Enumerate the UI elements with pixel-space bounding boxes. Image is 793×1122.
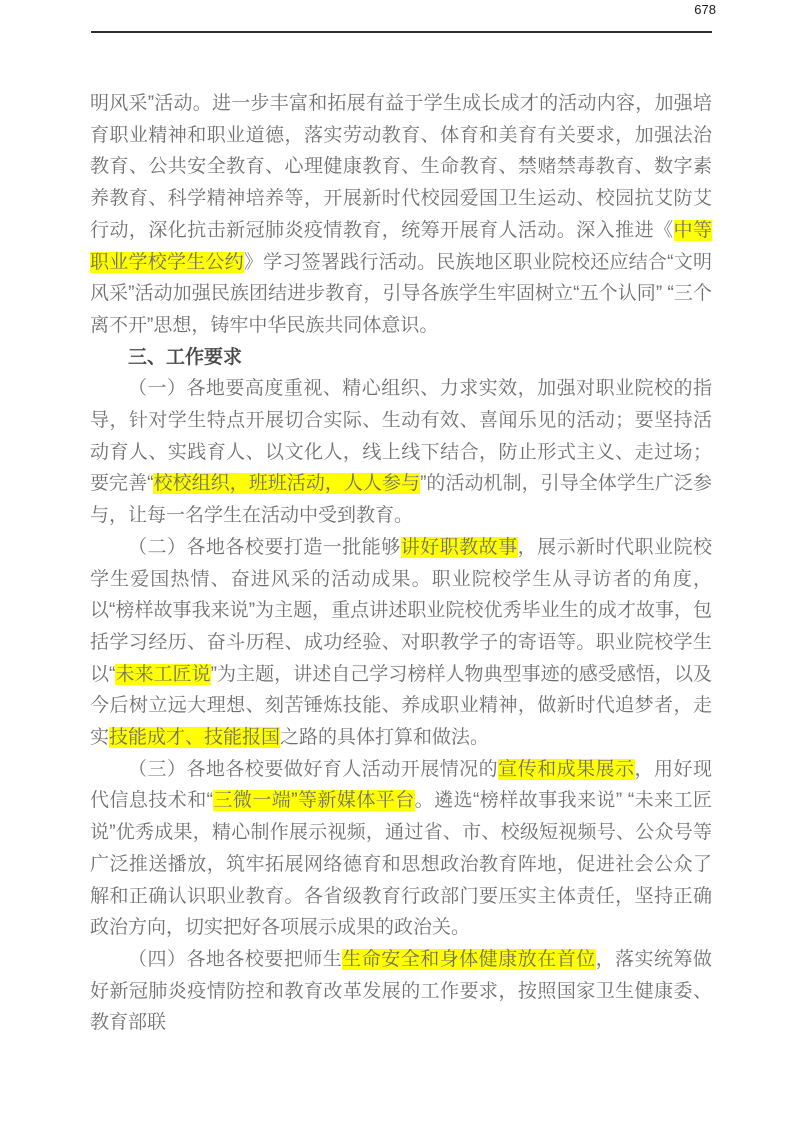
paragraph-item-4	[90, 944, 712, 1039]
page-number: 678	[694, 2, 716, 17]
text-segment: （四）各地各校要把师生	[128, 948, 343, 970]
text-segment: ”的活动机制，引导全体学生广泛参与，让每一名学生在活动中受到教育。	[90, 473, 712, 527]
highlight-segment: 讲好职教故事	[400, 536, 518, 558]
highlight-segment: 技能成才、技能报国	[109, 727, 281, 749]
text-segment: ，落实统筹做好新冠肺炎疫情防控和教育改革发展的工作要求，按照国家卫生健康委、教育部联	[90, 948, 712, 1034]
highlight-segment: 宣传和成果展示	[498, 758, 635, 780]
text-segment: 。遴选“榜样故事我来说” “未来工匠说”优秀成果，精心制作展示视频，通过省、市、校级短视频号、公众号等广泛推送播放，筑牢拓展网络德育和思想政治教育阵地，促进社会公众了解和正确认识职业教育。各省级教育行政部门要压实主体责任，坚持正确政治方向，切实把好各项展示成果的政治关。	[90, 790, 713, 939]
text-segment: ，用好现代信息技术和“	[90, 758, 712, 812]
highlight-segment: 三微一端”等新媒体平台	[213, 790, 415, 812]
highlight-segment: 中等职业学校学生公约	[90, 219, 712, 273]
highlight-segment: 生命安全和身体健康放在首位	[342, 948, 596, 970]
text-segment: ，展示新时代职业院校学生爱国热情、奋进风采的活动成果。职业院校学生从寻访者的角度，以“榜样故事我来说”为主题，重点讲述职业院校优秀毕业生的成才故事，包括学习经历、奋斗历程、成功经验、对职教学子的寄语等。职业院校学生以“	[90, 536, 712, 685]
section-heading: 三、工作要求	[128, 346, 243, 368]
text-segment: （三）各地各校要做好育人活动开展情况的	[128, 758, 499, 780]
text-segment: 明风采”活动。进一步丰富和拓展有益于学生成长成才的活动内容，加强培育职业精神和职业道德，落实劳动教育、体育和美育有关要求，加强法治教育、公共安全教育、心理健康教育、生命教育、禁赌禁毒教育、数字素养教育、科学精神培养等，开展新时代校园爱国卫生运动、校园抗艾防艾行动，深化抗击新冠肺炎疫情教育，统筹开展育人活动。深入推进《	[90, 93, 712, 241]
paragraph-item-3	[90, 754, 712, 944]
paragraph-item-2	[90, 532, 712, 754]
highlight-segment: 校校组织，班班活动，人人参与	[153, 473, 421, 495]
paragraph-item-1	[90, 373, 712, 532]
highlight-segment: 未来工匠说	[115, 663, 211, 685]
text-segment: （二）各地各校要打造一批能够	[128, 536, 401, 558]
header-rule	[91, 31, 712, 33]
text-segment: 之路的具体打算和做法。	[280, 727, 490, 749]
paragraph-continuation	[90, 88, 712, 342]
document-content	[90, 88, 712, 1039]
text-segment: ”为主题，讲述自己学习榜样人物典型事迹的感受感悟，以及今后树立远大理想、刻苦锤炼技能、养成职业精神，做新时代追梦者，走实	[90, 663, 712, 749]
text-segment: 》学习签署践行活动。民族地区职业院校还应结合“文明风采”活动加强民族团结进步教育，引导各族学生牢固树立“五个认同” “三个离不开”思想，铸牢中华民族共同体意识。	[90, 251, 712, 336]
text-segment: （一）各地要高度重视、精心组织、力求实效，加强对职业院校的指导，针对学生特点开展切合实际、生动有效、喜闻乐见的活动；要坚持活动育人、实践育人、以文化人，线上线下结合，防止形式主义、走过场；要完善“	[90, 378, 712, 495]
